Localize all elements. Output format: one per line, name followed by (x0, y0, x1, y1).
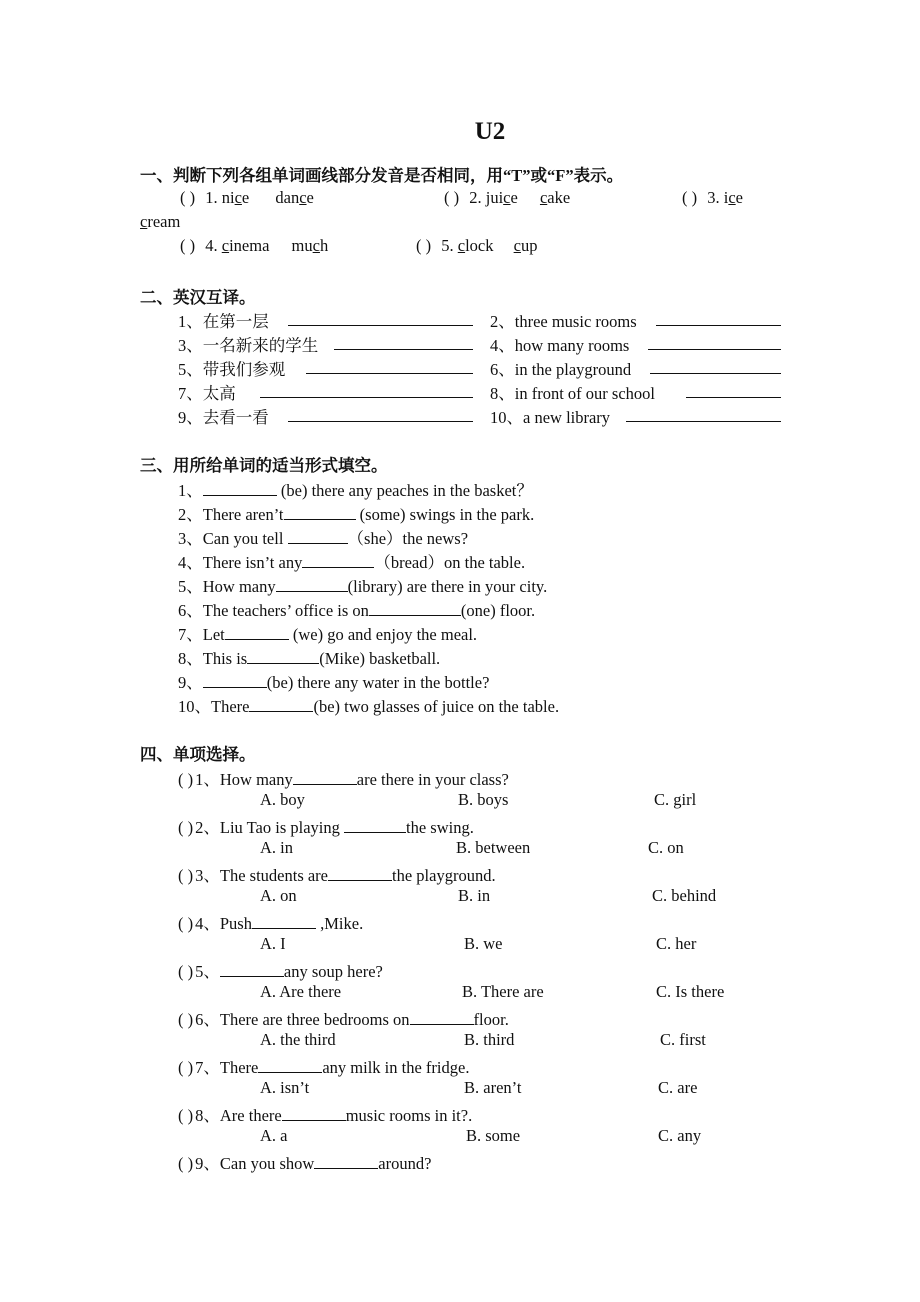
answer-blank[interactable] (650, 358, 781, 374)
option-a[interactable]: A. boy (260, 790, 305, 809)
option-a[interactable]: A. a (260, 1126, 288, 1145)
answer-blank[interactable] (282, 1105, 346, 1121)
answer-paren[interactable]: ( ) (178, 866, 194, 885)
answer-blank[interactable] (247, 648, 319, 664)
answer-blank[interactable] (410, 1009, 474, 1025)
answer-blank[interactable] (288, 528, 348, 544)
answer-paren[interactable]: ( ) (682, 188, 698, 207)
answer-paren[interactable]: ( ) (416, 236, 432, 255)
s1-item-1: ( ) 1. nice dance (180, 188, 314, 207)
s3-item-9: 9、 (be) there any water in the bottle? (178, 673, 490, 692)
answer-blank[interactable] (203, 672, 267, 688)
s2-left-7: 7、太高 (178, 384, 236, 403)
answer-blank[interactable] (328, 865, 392, 881)
section1-heading: 一、判断下列各组单词画线部分发音是否相同，用“T”或“F”表示。 (140, 166, 624, 185)
answer-paren[interactable]: ( ) (444, 188, 460, 207)
mc-question-2: ( ) 2、Liu Tao is playing the swing. (178, 818, 474, 837)
answer-blank[interactable] (284, 504, 356, 520)
option-a[interactable]: A. I (260, 934, 286, 953)
answer-paren[interactable]: ( ) (180, 236, 196, 255)
s3-item-2: 2、There aren’t (some) swings in the park. (178, 505, 535, 524)
option-c[interactable]: C. behind (652, 886, 717, 905)
answer-paren[interactable]: ( ) (178, 1010, 194, 1029)
answer-blank[interactable] (648, 334, 781, 350)
answer-paren[interactable]: ( ) (178, 1058, 194, 1077)
s2-right-10: 10、a new library (490, 408, 611, 427)
s1-item-5: ( ) 5. clock cup (416, 236, 538, 255)
section3-heading: 三、用所给单词的适当形式填空。 (140, 456, 388, 475)
s1-item-3-part2 (140, 212, 180, 232)
s3-item-4: 4、There isn’t any （bread）on the table. (178, 553, 526, 572)
option-c[interactable]: C. her (656, 934, 697, 953)
word: cake (539, 188, 571, 207)
section2-heading: 二、英汉互译。 (140, 288, 256, 307)
word: nice (221, 188, 250, 207)
option-c[interactable]: C. any (658, 1126, 702, 1145)
option-b[interactable]: B. third (464, 1030, 515, 1049)
answer-blank[interactable] (252, 913, 316, 929)
mc-question-4: ( ) 4、Push ,Mike. (178, 914, 364, 933)
answer-blank[interactable] (302, 552, 374, 568)
option-c[interactable]: C. are (658, 1078, 698, 1097)
mc-question-5: ( ) 5、 any soup here? (178, 962, 383, 981)
option-b[interactable]: B. boys (458, 790, 509, 809)
s3-item-10: 10、There (be) two glasses of juice on the table. (178, 697, 560, 716)
option-a[interactable]: A. the third (260, 1030, 336, 1049)
word: ice (723, 188, 743, 207)
s3-item-1: 1、 (be) there any peaches in the basket？ (178, 481, 533, 500)
answer-blank[interactable] (203, 480, 277, 496)
answer-blank[interactable] (306, 358, 473, 374)
answer-paren[interactable]: ( ) (178, 914, 194, 933)
s2-left-9: 9、去看一看 (178, 408, 269, 427)
answer-paren[interactable]: ( ) (178, 962, 194, 981)
answer-blank[interactable] (258, 1057, 322, 1073)
s2-right-4: 4、how many rooms (490, 336, 630, 355)
mc-question-9: ( ) 9、Can you show around? (178, 1154, 432, 1173)
answer-blank[interactable] (656, 310, 781, 326)
answer-blank[interactable] (260, 382, 473, 398)
option-a[interactable]: A. on (260, 886, 297, 905)
option-c[interactable]: C. first (660, 1030, 706, 1049)
answer-blank[interactable] (334, 334, 473, 350)
s1-item-4: ( ) 4. cinema much (180, 236, 329, 255)
s3-item-3: 3、Can you tell （she）the news? (178, 529, 469, 548)
option-a[interactable]: A. in (260, 838, 293, 857)
answer-paren[interactable]: ( ) (178, 818, 194, 837)
answer-blank[interactable] (288, 310, 473, 326)
s3-item-8: 8、This is (Mike) basketball. (178, 649, 441, 668)
word: cup (513, 236, 538, 255)
answer-blank[interactable] (220, 961, 284, 977)
answer-blank[interactable] (626, 406, 781, 422)
answer-paren[interactable]: ( ) (178, 1154, 194, 1173)
s2-right-8: 8、in front of our school (490, 384, 655, 403)
s2-right-6: 6、in the playground (490, 360, 632, 379)
option-c[interactable]: C. on (648, 838, 684, 857)
answer-blank[interactable] (225, 624, 289, 640)
s1-item-3-part1: ( ) 3. ice (682, 188, 743, 207)
s2-left-5: 5、带我们参观 (178, 360, 286, 379)
option-a[interactable]: A. isn’t (260, 1078, 310, 1097)
s3-item-6: 6、The teachers’ office is on (one) floor. (178, 601, 536, 620)
answer-blank[interactable] (314, 1153, 378, 1169)
mc-question-6: ( ) 6、There are three bedrooms on floor. (178, 1010, 509, 1029)
word: dance (275, 188, 314, 207)
option-b[interactable]: B. aren’t (464, 1078, 522, 1097)
answer-paren[interactable]: ( ) (178, 770, 194, 789)
s3-item-7: 7、Let (we) go and enjoy the meal. (178, 625, 478, 644)
option-b[interactable]: B. between (456, 838, 531, 857)
answer-blank[interactable] (288, 406, 473, 422)
option-b[interactable]: B. There are (462, 982, 544, 1001)
option-a[interactable]: A. Are there (260, 982, 342, 1001)
word: much (291, 236, 329, 255)
answer-paren[interactable]: ( ) (180, 188, 196, 207)
answer-blank[interactable] (276, 576, 348, 592)
answer-blank[interactable] (369, 600, 461, 616)
option-b[interactable]: B. some (466, 1126, 521, 1145)
option-c[interactable]: C. Is there (656, 982, 725, 1001)
mc-question-8: ( ) 8、Are there music rooms in it?. (178, 1106, 473, 1125)
word: juice (485, 188, 518, 207)
option-b[interactable]: B. in (458, 886, 491, 905)
s1-item-2: ( ) 2. juice cake (444, 188, 571, 207)
mc-question-7: ( ) 7、There any milk in the fridge. (178, 1058, 470, 1077)
s2-right-2: 2、three music rooms (490, 312, 637, 331)
page-title: U2 (474, 118, 506, 145)
word: cinema (221, 236, 270, 255)
option-c[interactable]: C. girl (654, 790, 697, 809)
s2-left-1: 1、在第一层 (178, 312, 269, 331)
option-b[interactable]: B. we (464, 934, 503, 953)
answer-blank[interactable] (293, 769, 357, 785)
word: cream (140, 212, 181, 231)
mc-question-3: ( ) 3、The students are the playground. (178, 866, 496, 885)
answer-paren[interactable]: ( ) (178, 1106, 194, 1125)
answer-blank[interactable] (344, 817, 406, 833)
s2-left-3: 3、一名新来的学生 (178, 336, 319, 355)
answer-blank[interactable] (249, 696, 313, 712)
mc-question-1: ( ) 1、How many are there in your class? (178, 770, 509, 789)
section4-heading: 四、单项选择。 (140, 745, 256, 764)
answer-blank[interactable] (686, 382, 781, 398)
word: clock (457, 236, 494, 255)
s3-item-5: 5、How many (library) are there in your city. (178, 577, 548, 596)
